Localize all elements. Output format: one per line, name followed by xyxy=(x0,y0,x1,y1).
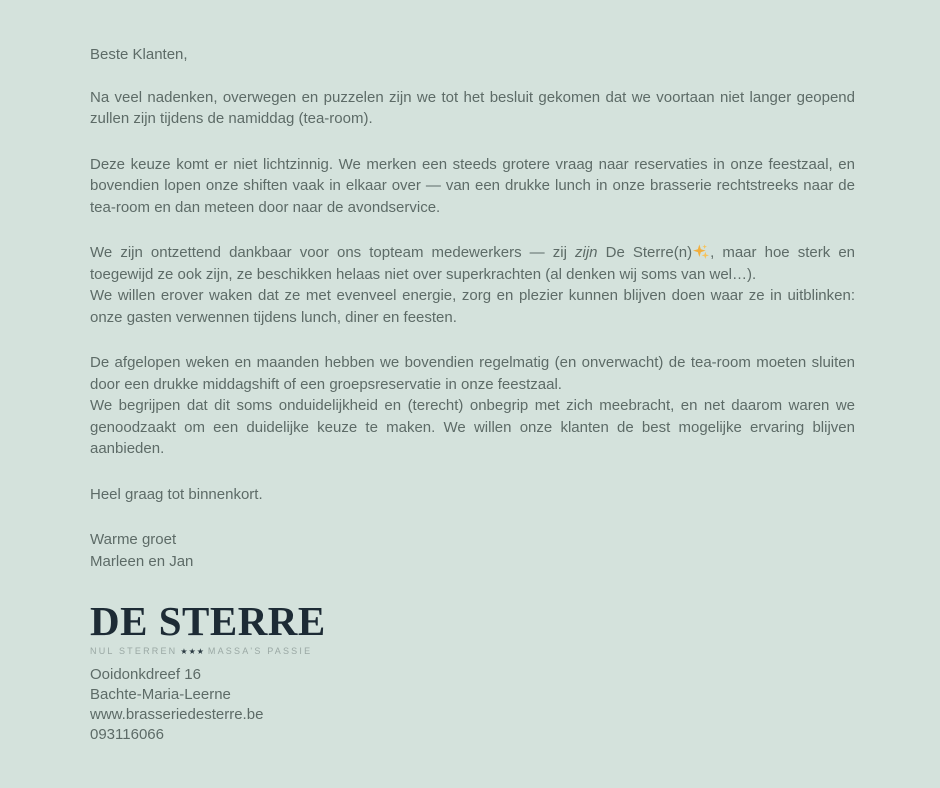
brand-logo: DE STERRE xyxy=(90,598,326,644)
paragraph-team-text-4: We willen erover waken dat ze met evenveel energie, zorg en plezier kunnen blijven doen waar ze in uitblinken: onze gasten verwennen tijdens lunch, diner en feesten. xyxy=(90,287,855,326)
paragraph-decision: Na veel nadenken, overwegen en puzzelen zijn we tot het besluit gekomen dat we voortaan niet langer geopend zullen zijn tijdens de namiddag (tea-room). xyxy=(90,88,855,127)
signoff-text: Warme groet xyxy=(90,531,177,548)
salutation: Beste Klanten, xyxy=(90,46,188,63)
signoff-block xyxy=(90,529,855,572)
paragraph-team xyxy=(90,242,855,328)
paragraph-team-italic-word: zijn xyxy=(575,244,598,261)
contact-street: Ooidonkdreef 16 xyxy=(90,666,201,683)
brand-tagline xyxy=(90,646,855,656)
paragraph-team-text-3: , maar hoe sterk en toegewijd ze ook zijn, ze beschikken helaas niet over superkrachten (al denken wij soms van wel…). xyxy=(90,244,855,283)
sparkles-icon xyxy=(693,242,709,264)
contact-phone: 093116066 xyxy=(90,726,164,743)
three-stars-icon: ★★★ xyxy=(180,647,205,656)
paragraph-closures-text-1: De afgelopen weken en maanden hebben we bovendien regelmatig (en onverwacht) de tea-room moeten sluiten door een drukke middagshift of een groepsreservatie in onze feestzaal. xyxy=(90,354,855,393)
tagline-left: NUL STERREN xyxy=(90,646,178,656)
paragraph-closures-text-2: We begrijpen dat dit soms onduidelijkheid en (terecht) onbegrip met zich meebracht, en net daarom waren we genoodzaakt om een duidelijke keuze te maken. We willen onze klanten de best mogelijke ervaring blijven aanbieden. xyxy=(90,397,855,457)
signature-names: Marleen en Jan xyxy=(90,552,194,570)
brand-block xyxy=(90,598,855,656)
paragraph-team-text-1: We zijn ontzettend dankbaar voor ons topteam medewerkers — zij xyxy=(90,244,576,261)
contact-block xyxy=(90,665,855,745)
closing-line: Heel graag tot binnenkort. xyxy=(90,485,263,503)
paragraph-reason: Deze keuze komt er niet lichtzinnig. We merken een steeds grotere vraag naar reservaties in onze feestzaal, en bovendien lopen onze shiften vaak in elkaar over — van een drukke lunch in onze brasserie rechtstreeks naar de tea-room en dan meteen door naar de avondservice. xyxy=(90,155,855,216)
contact-website: www.brasseriedesterre.be xyxy=(90,706,264,723)
paragraph-team-text-2: De Sterre(n) xyxy=(597,244,693,261)
paragraph-closures xyxy=(90,352,855,460)
contact-city: Bachte-Maria-Leerne xyxy=(90,686,231,703)
tagline-right: MASSA'S PASSIE xyxy=(207,646,313,656)
